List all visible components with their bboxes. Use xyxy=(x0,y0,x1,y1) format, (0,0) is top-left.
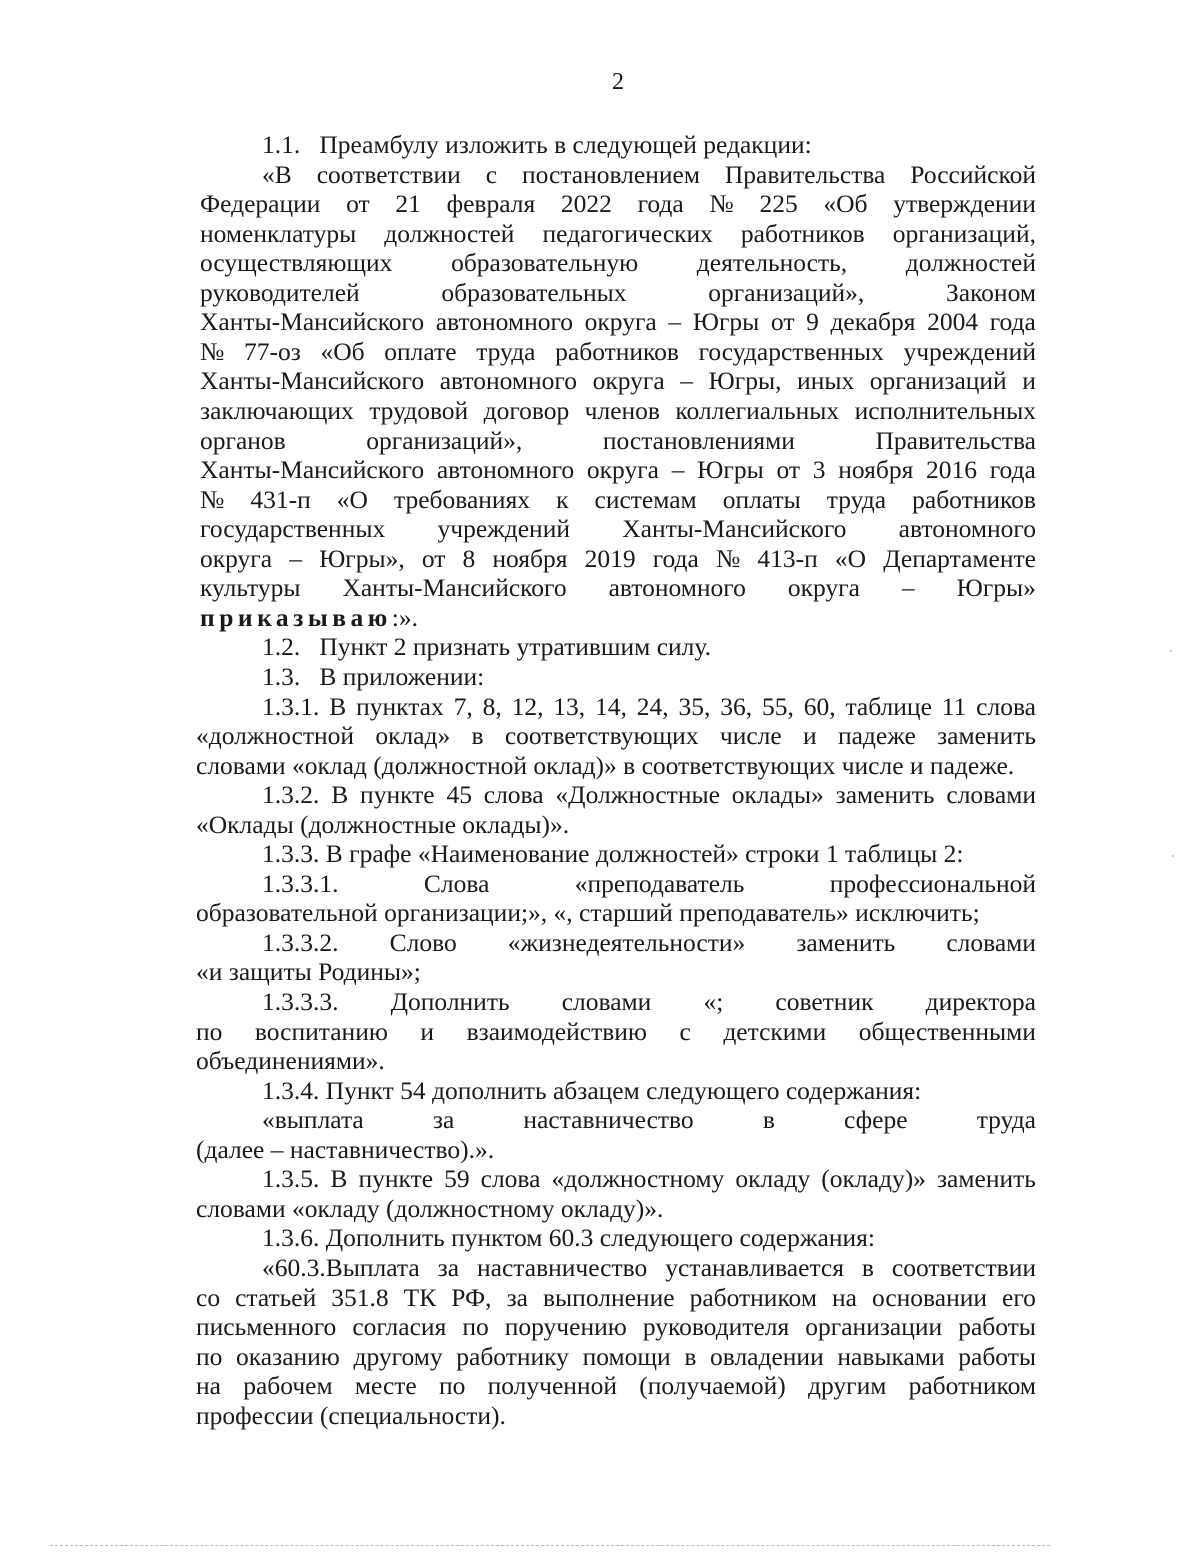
text-line: профессии (специальности). xyxy=(196,1400,506,1430)
text-line: «выплата за наставничество в сфере труда xyxy=(262,1105,1036,1135)
footer-scan-edge xyxy=(50,1545,1050,1547)
text-line: 1.2. Пункт 2 признать утратившим силу. xyxy=(262,632,711,662)
text-line: № 431-п «О требованиях к системам оплаты труда работников xyxy=(200,484,1036,514)
text-line: Ханты-Мансийского автономного округа – Югры от 3 ноября 2016 года xyxy=(200,455,1036,485)
text-line: по оказанию другому работнику помощи в овладении навыками работы xyxy=(196,1341,1036,1371)
order-word: приказываю xyxy=(200,602,392,632)
text-line: 1.3.4. Пункт 54 дополнить абзацем следующего содержания: xyxy=(262,1075,922,1105)
text-line: руководителей образовательных организаций», Законом xyxy=(200,277,1036,307)
scan-speck xyxy=(1172,855,1174,857)
text-line: 1.1. Преамбулу изложить в следующей редакции: xyxy=(262,130,812,159)
text-line: заключающих трудовой договор членов коллегиальных исполнительных xyxy=(200,395,1036,425)
text-line: образовательной организации;», «, старший преподаватель» исключить; xyxy=(196,898,980,928)
text-line: 1.3.2. В пункте 45 слова «Должностные оклады» заменить словами xyxy=(262,780,1036,810)
text-line: «Оклады (должностные оклады)». xyxy=(196,809,570,839)
text-line: 1.3.5. В пункте 59 слова «должностному окладу (окладу)» заменить xyxy=(262,1164,1036,1194)
text-line: со статьей 351.8 ТК РФ, за выполнение работником на основании его xyxy=(196,1282,1036,1312)
text-line: осуществляющих образовательную деятельность, должностей xyxy=(200,248,1036,278)
text-line: 1.3.6. Дополнить пунктом 60.3 следующего содержания: xyxy=(262,1223,875,1253)
text-line: 1.3.3.3. Дополнить словами «; советник директора xyxy=(262,987,1036,1016)
text-line: (далее – наставничество).». xyxy=(196,1134,495,1164)
text-line: словами «окладу (должностному окладу)». xyxy=(196,1193,664,1223)
text-line: Федерации от 21 февраля 2022 года № 225 «Об утверждении xyxy=(200,189,1036,219)
text-line: словами «оклад (должностной оклад)» в соответствующих числе и падеже. xyxy=(196,750,1015,780)
text-line: округа – Югры», от 8 ноября 2019 года № 413-п «О Департаменте xyxy=(200,543,1036,573)
text-line: письменного согласия по поручению руководителя организации работы xyxy=(196,1312,1036,1341)
text-line: объединениями». xyxy=(196,1046,385,1076)
text-line: Ханты-Мансийского автономного округа – Югры от 9 декабря 2004 года xyxy=(200,307,1036,337)
text-line: культуры Ханты-Мансийского автономного округа – Югры» xyxy=(200,573,1036,603)
scan-speck xyxy=(1170,650,1172,652)
text-line: 1.3.3.1. Слова «преподаватель профессиональной xyxy=(262,868,1036,898)
text-line: «В соответствии с постановлением Правительства Российской xyxy=(262,159,1036,189)
text-line: государственных учреждений Ханты-Мансийского автономного xyxy=(200,514,1036,544)
text-line: Ханты-Мансийского автономного округа – Югры, иных организаций и xyxy=(200,366,1036,396)
text-line: «и защиты Родины»; xyxy=(196,957,421,987)
text-line: «60.3.Выплата за наставничество устанавливается в соответствии xyxy=(262,1252,1036,1282)
order-word-tail: :». xyxy=(391,602,419,632)
text-line: № 77-оз «Об оплате труда работников государственных учреждений xyxy=(200,336,1036,366)
text-line: 1.3.3.2. Слово «жизнедеятельности» заменить словами xyxy=(262,927,1036,957)
text-line: номенклатуры должностей педагогических работников организаций, xyxy=(200,218,1036,248)
page-number: 2 xyxy=(612,69,624,95)
text-line: 1.3.1. В пунктах 7, 8, 12, 13, 14, 24, 35, 36, 55, 60, таблице 11 слова xyxy=(262,691,1036,721)
text-line: органов организаций», постановлениями Правительства xyxy=(200,425,1036,455)
text-line: 1.3.3. В графе «Наименование должностей» строки 1 таблицы 2: xyxy=(262,839,964,869)
text-line: «должностной оклад» в соответствующих числе и падеже заменить xyxy=(196,721,1036,750)
text-line: по воспитанию и взаимодействию с детскими общественными xyxy=(196,1016,1036,1046)
text-line xyxy=(200,603,1036,633)
text-line: 1.3. В приложении: xyxy=(262,661,485,691)
text-line: на рабочем месте по полученной (получаемой) другим работником xyxy=(196,1371,1036,1401)
